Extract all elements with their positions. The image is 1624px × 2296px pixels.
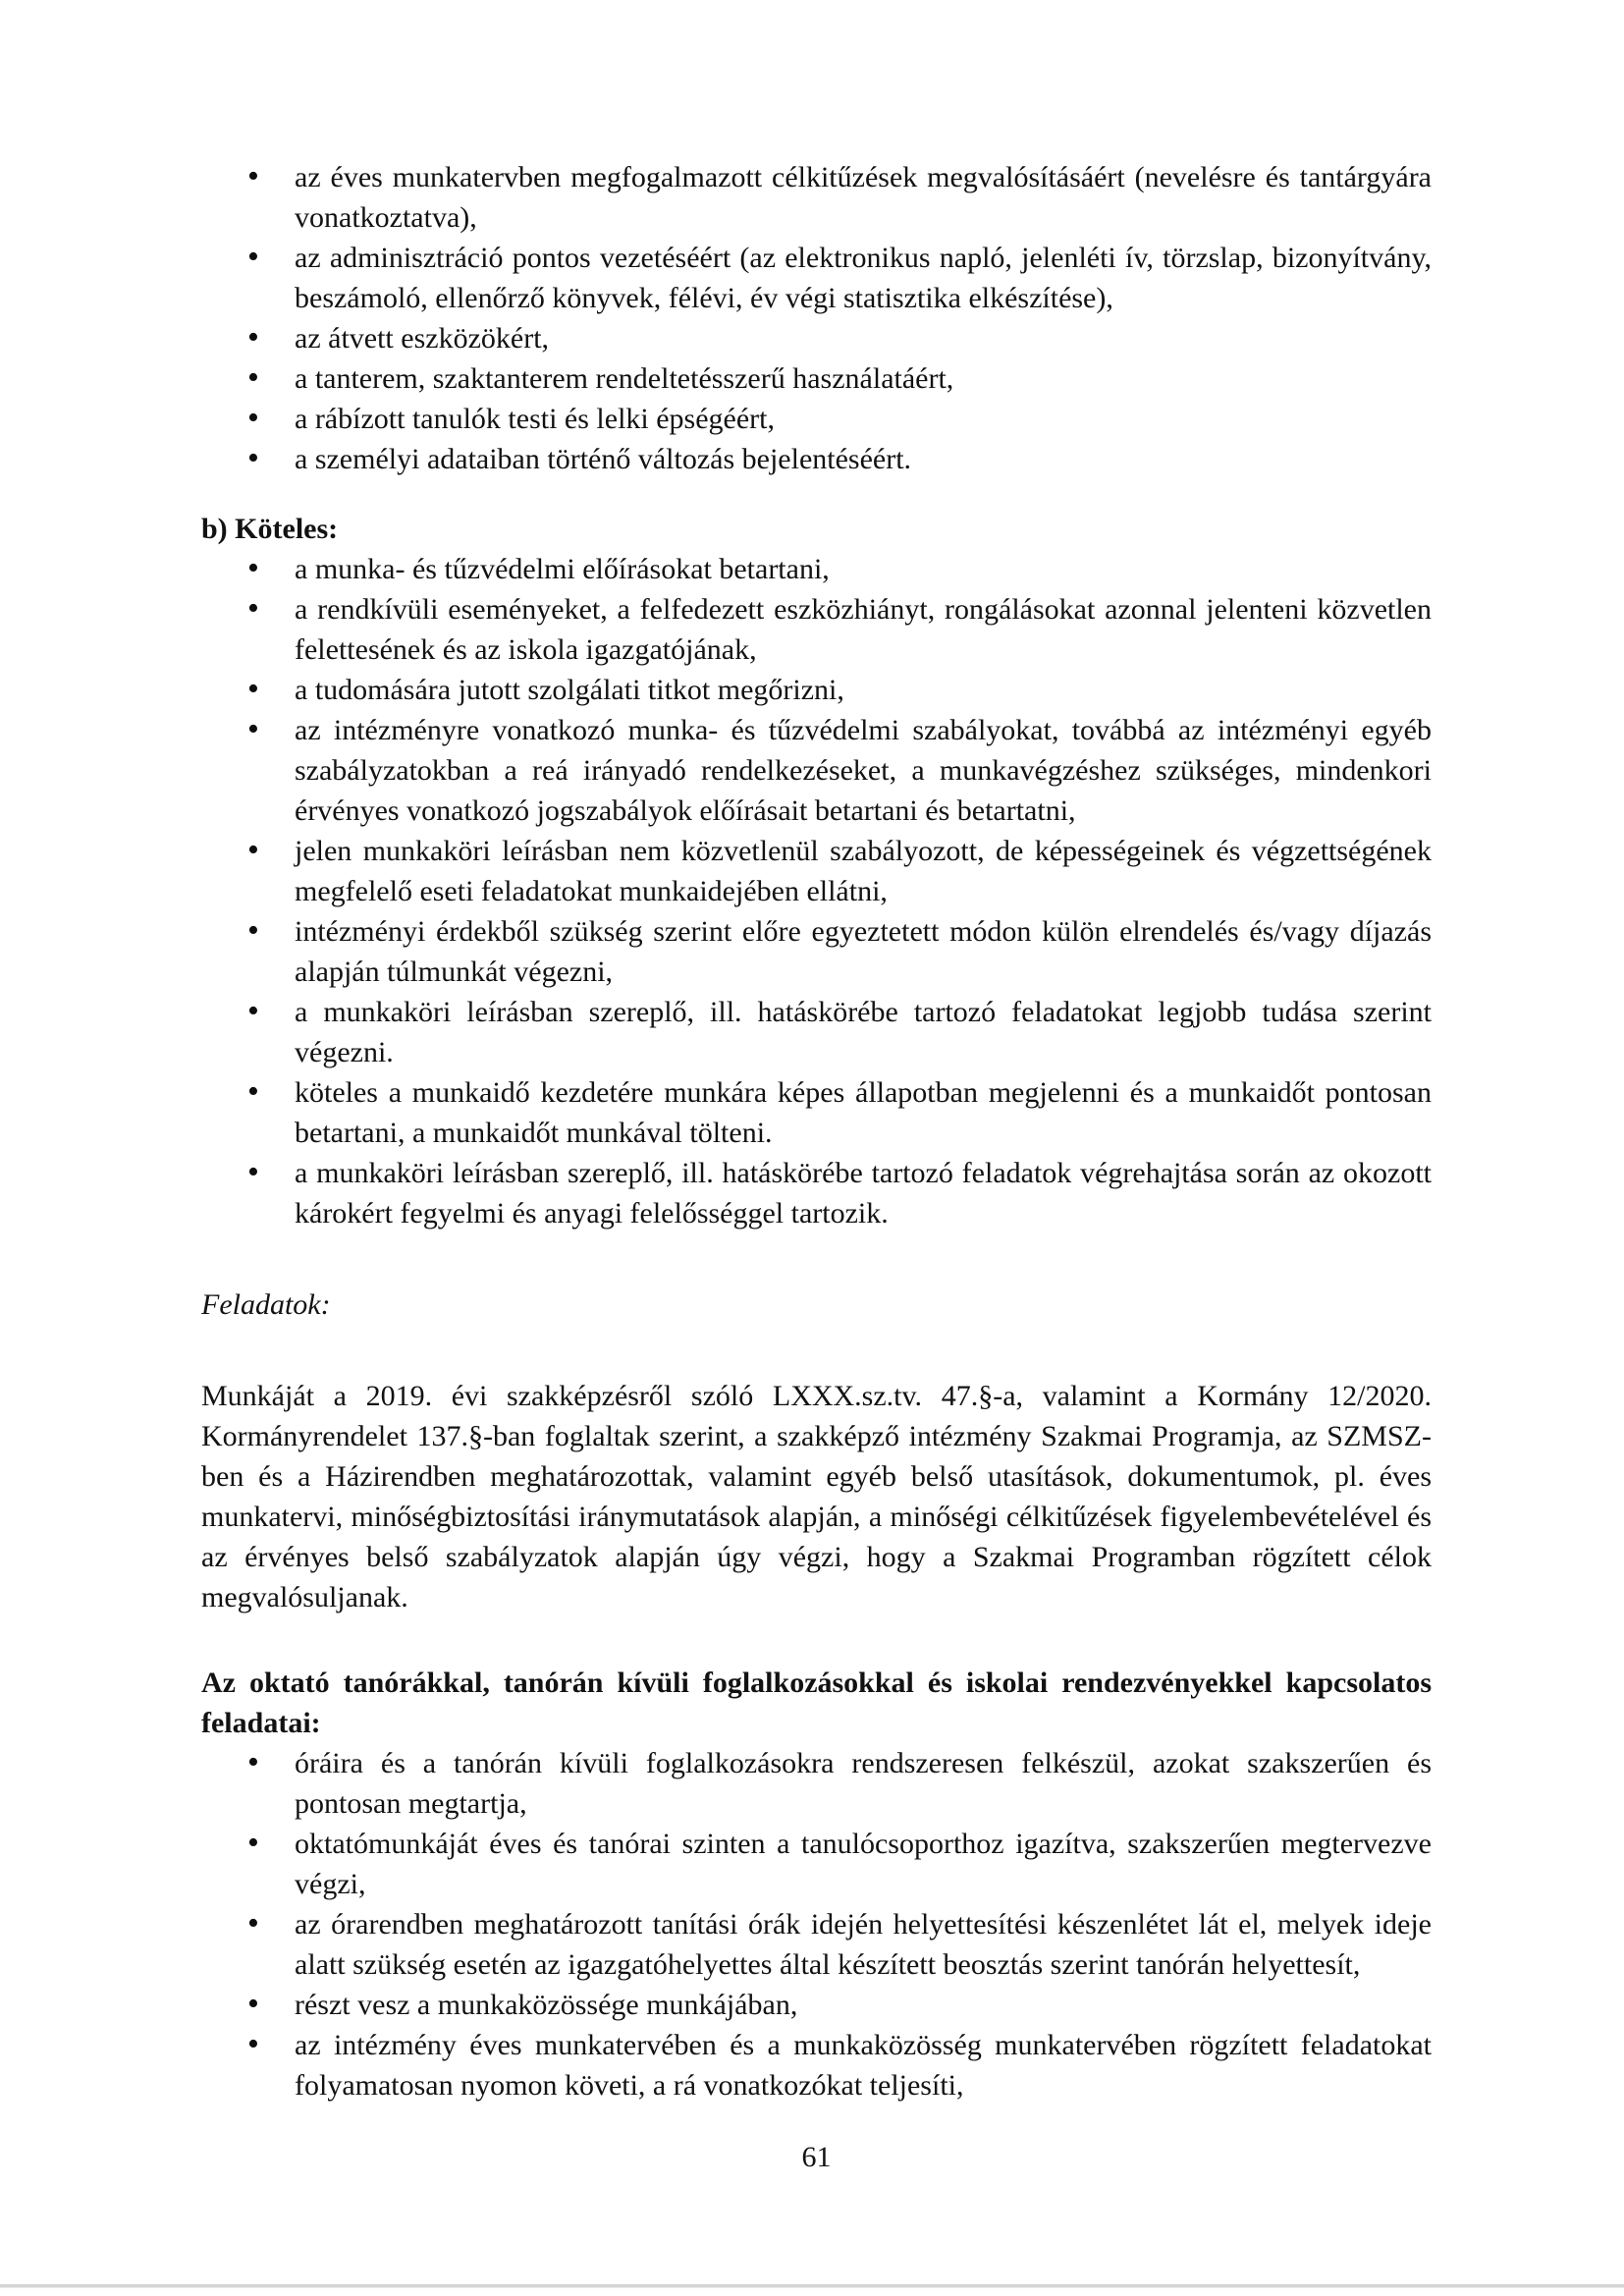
- list-item: • az éves munkatervben megfogalmazott célkitűzések megvalósításáért (nevelésre és tantárgyára vonatkoztatva),: [201, 157, 1432, 238]
- list-item: • óráira és a tanórán kívüli foglalkozásokra rendszeresen felkészül, azokat szakszerűen és pontosan megtartja,: [201, 1743, 1432, 1824]
- feladatok-heading: Feladatok:: [201, 1288, 331, 1321]
- list-item: • a munkaköri leírásban szereplő, ill. hatáskörébe tartozó feladatok végrehajtása során az okozott károkért fegyelmi és anyagi felelősséggel tartozik.: [201, 1153, 1432, 1233]
- list-item: • az intézmény éves munkatervében és a munkaközösség munkatervében rögzített feladatokat folyamatosan nyomon követi, a rá vonatkozókat teljesíti,: [201, 2025, 1432, 2105]
- list-item: • a tudomására jutott szolgálati titkot megőrizni,: [201, 670, 1432, 710]
- oktato-duties-heading: Az oktató tanórákkal, tanórán kívüli foglalkozásokkal és iskolai rendezvényekkel kapcsolatos feladatai:: [201, 1667, 1432, 1739]
- list-item: • oktatómunkáját éves és tanórai szinten a tanulócsoporthoz igazítva, szakszerűen megtervezve végzi,: [201, 1824, 1432, 1904]
- list-item: • az átvett eszközökért,: [201, 318, 1432, 358]
- feladatok-paragraph: Munkáját a 2019. évi szakképzésről szóló LXXX.sz.tv. 47.§-a, valamint a Kormány 12/2020. Kormányrendelet 137.§-ban foglaltak szerint, a szakképző intézmény Szakmai Programja, az SZMSZ-ben és a Házirendben meghatározottak, valamint egyéb belső utasítások, dokumentumok, pl. éves munkatervi, minőségbiztosítási iránymutatások alapján, a minőségi célkitűzések figyelembevételével és az érvényes belső szabályzatok alapján úgy végzi, hogy a Szakmai Programban rögzített célok megvalósuljanak.: [201, 1380, 1432, 1613]
- oktato-duties-list: [201, 1743, 1432, 2105]
- list-item: • a személyi adataiban történő változás bejelentéséért.: [201, 439, 1432, 479]
- list-item: • a munkaköri leírásban szereplő, ill. hatáskörébe tartozó feladatokat legjobb tudása szerint végezni.: [201, 992, 1432, 1072]
- list-item: • az intézményre vonatkozó munka- és tűzvédelmi szabályokat, továbbá az intézményi egyéb szabályzatokban a reá irányadó rendelkezéseket, a munkavégzéshez szükséges, mindenkori érvényes vonatkozó jogszabályok előírásait betartani és betartatni,: [201, 710, 1432, 831]
- list-item: • az adminisztráció pontos vezetéséért (az elektronikus napló, jelenléti ív, törzslap, bizonyítvány, beszámoló, ellenőrző könyvek, félévi, év végi statisztika elkészítése),: [201, 238, 1432, 318]
- list-item: • az órarendben meghatározott tanítási órák idején helyettesítési készenlétet lát el, melyek ideje alatt szükség esetén az igazgatóhelyettes által készített beosztás szerint tanórán helyettesít,: [201, 1904, 1432, 1985]
- list-item: • intézményi érdekből szükség szerint előre egyeztetett módon külön elrendelés és/vagy díjazás alapján túlmunkát végezni,: [201, 911, 1432, 992]
- list-item: • a munka- és tűzvédelmi előírásokat betartani,: [201, 549, 1432, 589]
- page-number: 61: [801, 2141, 832, 2173]
- list-item: • a rábízott tanulók testi és lelki épségéért,: [201, 399, 1432, 439]
- obligations-list: [201, 549, 1432, 1233]
- list-item: • jelen munkaköri leírásban nem közvetlenül szabályozott, de képességeinek és végzettségének megfelelő eseti feladatokat munkaidejében ellátni,: [201, 831, 1432, 911]
- list-item: • a tanterem, szaktanterem rendeltetésszerű használatáért,: [201, 358, 1432, 399]
- list-item: • részt vesz a munkaközössége munkájában,: [201, 1985, 1432, 2025]
- scan-artifact-line: [0, 2284, 1624, 2287]
- list-item: • a rendkívüli eseményeket, a felfedezett eszközhiányt, rongálásokat azonnal jelenteni közvetlen felettesének és az iskola igazgatójának,: [201, 589, 1432, 670]
- list-item: • köteles a munkaidő kezdetére munkára képes állapotban megjelenni és a munkaidőt pontosan betartani, a munkaidőt munkával tölteni.: [201, 1072, 1432, 1153]
- responsibilities-list: [201, 157, 1432, 479]
- section-b-heading: b) Köteles:: [201, 513, 339, 545]
